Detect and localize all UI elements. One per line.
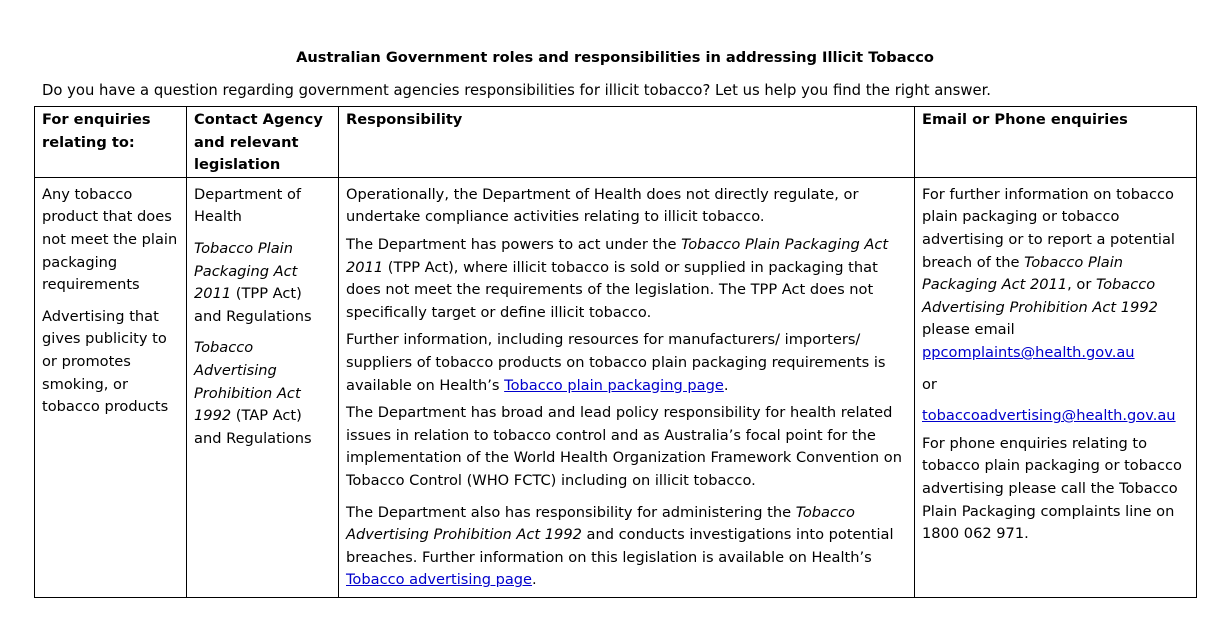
cell-enquiries xyxy=(35,177,187,597)
tobacco-advertising-link[interactable]: Tobacco advertising page xyxy=(346,571,533,589)
contact-phone-text: For phone enquiries relating to tobacco plain packaging or tobacco advertising please call the Tobacco Plain Packaging complaints line on 1800 062 971. xyxy=(922,434,1182,543)
table-header-row xyxy=(35,107,1197,178)
tobacco-plain-packaging-link[interactable]: Tobacco plain packaging page xyxy=(504,376,724,394)
tobacco-advertising-email-para xyxy=(922,405,1189,428)
tobacco-advertising-email-link[interactable]: tobaccoadvertising@health.gov.au xyxy=(922,407,1176,425)
ppcomplaints-email-link[interactable]: ppcomplaints@health.gov.au xyxy=(922,343,1135,361)
table-row xyxy=(35,177,1197,597)
legislation-tap: Tobacco Advertising Prohibition Act 1992 (TAP Act) and Regulations xyxy=(194,339,312,447)
legislation-tpp: Tobacco Plain Packaging Act 2011 (TPP Act) and Regulations xyxy=(194,239,312,325)
responsibility-p3: Further information, including resources for manufacturers/ importers/ suppliers of tobacco products on tobacco plain packaging requirements is available on Health’s Tobacco plain packaging page. xyxy=(346,331,886,394)
header-email-phone: Email or Phone enquiries xyxy=(915,107,1197,178)
cell-contact-agency xyxy=(187,177,339,597)
responsibilities-table xyxy=(34,106,1197,598)
responsibility-p1: Operationally, the Department of Health does not directly regulate, or undertake compliance activities relating to illicit tobacco. xyxy=(346,185,859,226)
enquiry-advertising: Advertising that gives publicity to or promotes smoking, or tobacco products xyxy=(42,307,169,416)
responsibility-p2: The Department has powers to act under the Tobacco Plain Packaging Act 2011 (TPP Act), where illicit tobacco is sold or supplied in packaging that does not meet the requirements of the legislation. The TPP Act does not specifically target or define illicit tobacco. xyxy=(346,235,889,321)
contact-email-text: For further information on tobacco plain packaging or tobacco advertising or to report a potential breach of the Tobacco Plain Packaging Act 2011, or Tobacco Advertising Prohibition Act 1992 please email ppcomplaints@health.gov.au xyxy=(922,185,1175,361)
agency-name: Department of Health xyxy=(194,185,302,226)
cell-responsibility xyxy=(339,177,915,597)
header-contact-agency: Contact Agency and relevant legislation xyxy=(187,107,339,178)
document-title: Australian Government roles and responsibilities in addressing Illicit Tobacco xyxy=(296,49,934,66)
responsibility-p5: The Department also has responsibility for administering the Tobacco Advertising Prohibition Act 1992 and conducts investigations into potential breaches. Further information on this legislation is available on Health’s Tobacco advertising page. xyxy=(346,503,894,589)
cell-email-phone xyxy=(915,177,1197,597)
or-text: or xyxy=(922,375,937,393)
header-enquiries: For enquiries relating to: xyxy=(35,107,187,178)
intro-text: Do you have a question regarding government agencies responsibilities for illicit tobacco? Let us help you find the right answer. xyxy=(42,82,992,99)
enquiry-plain-packaging: Any tobacco product that does not meet the plain packaging requirements xyxy=(42,185,178,294)
header-responsibility: Responsibility xyxy=(339,107,915,178)
responsibility-p4: The Department has broad and lead policy responsibility for health related issues in relation to tobacco control and as Australia’s focal point for the implementation of the World Health Organization Framework Convention on Tobacco Control (WHO FCTC) including on illicit tobacco. xyxy=(346,404,902,489)
